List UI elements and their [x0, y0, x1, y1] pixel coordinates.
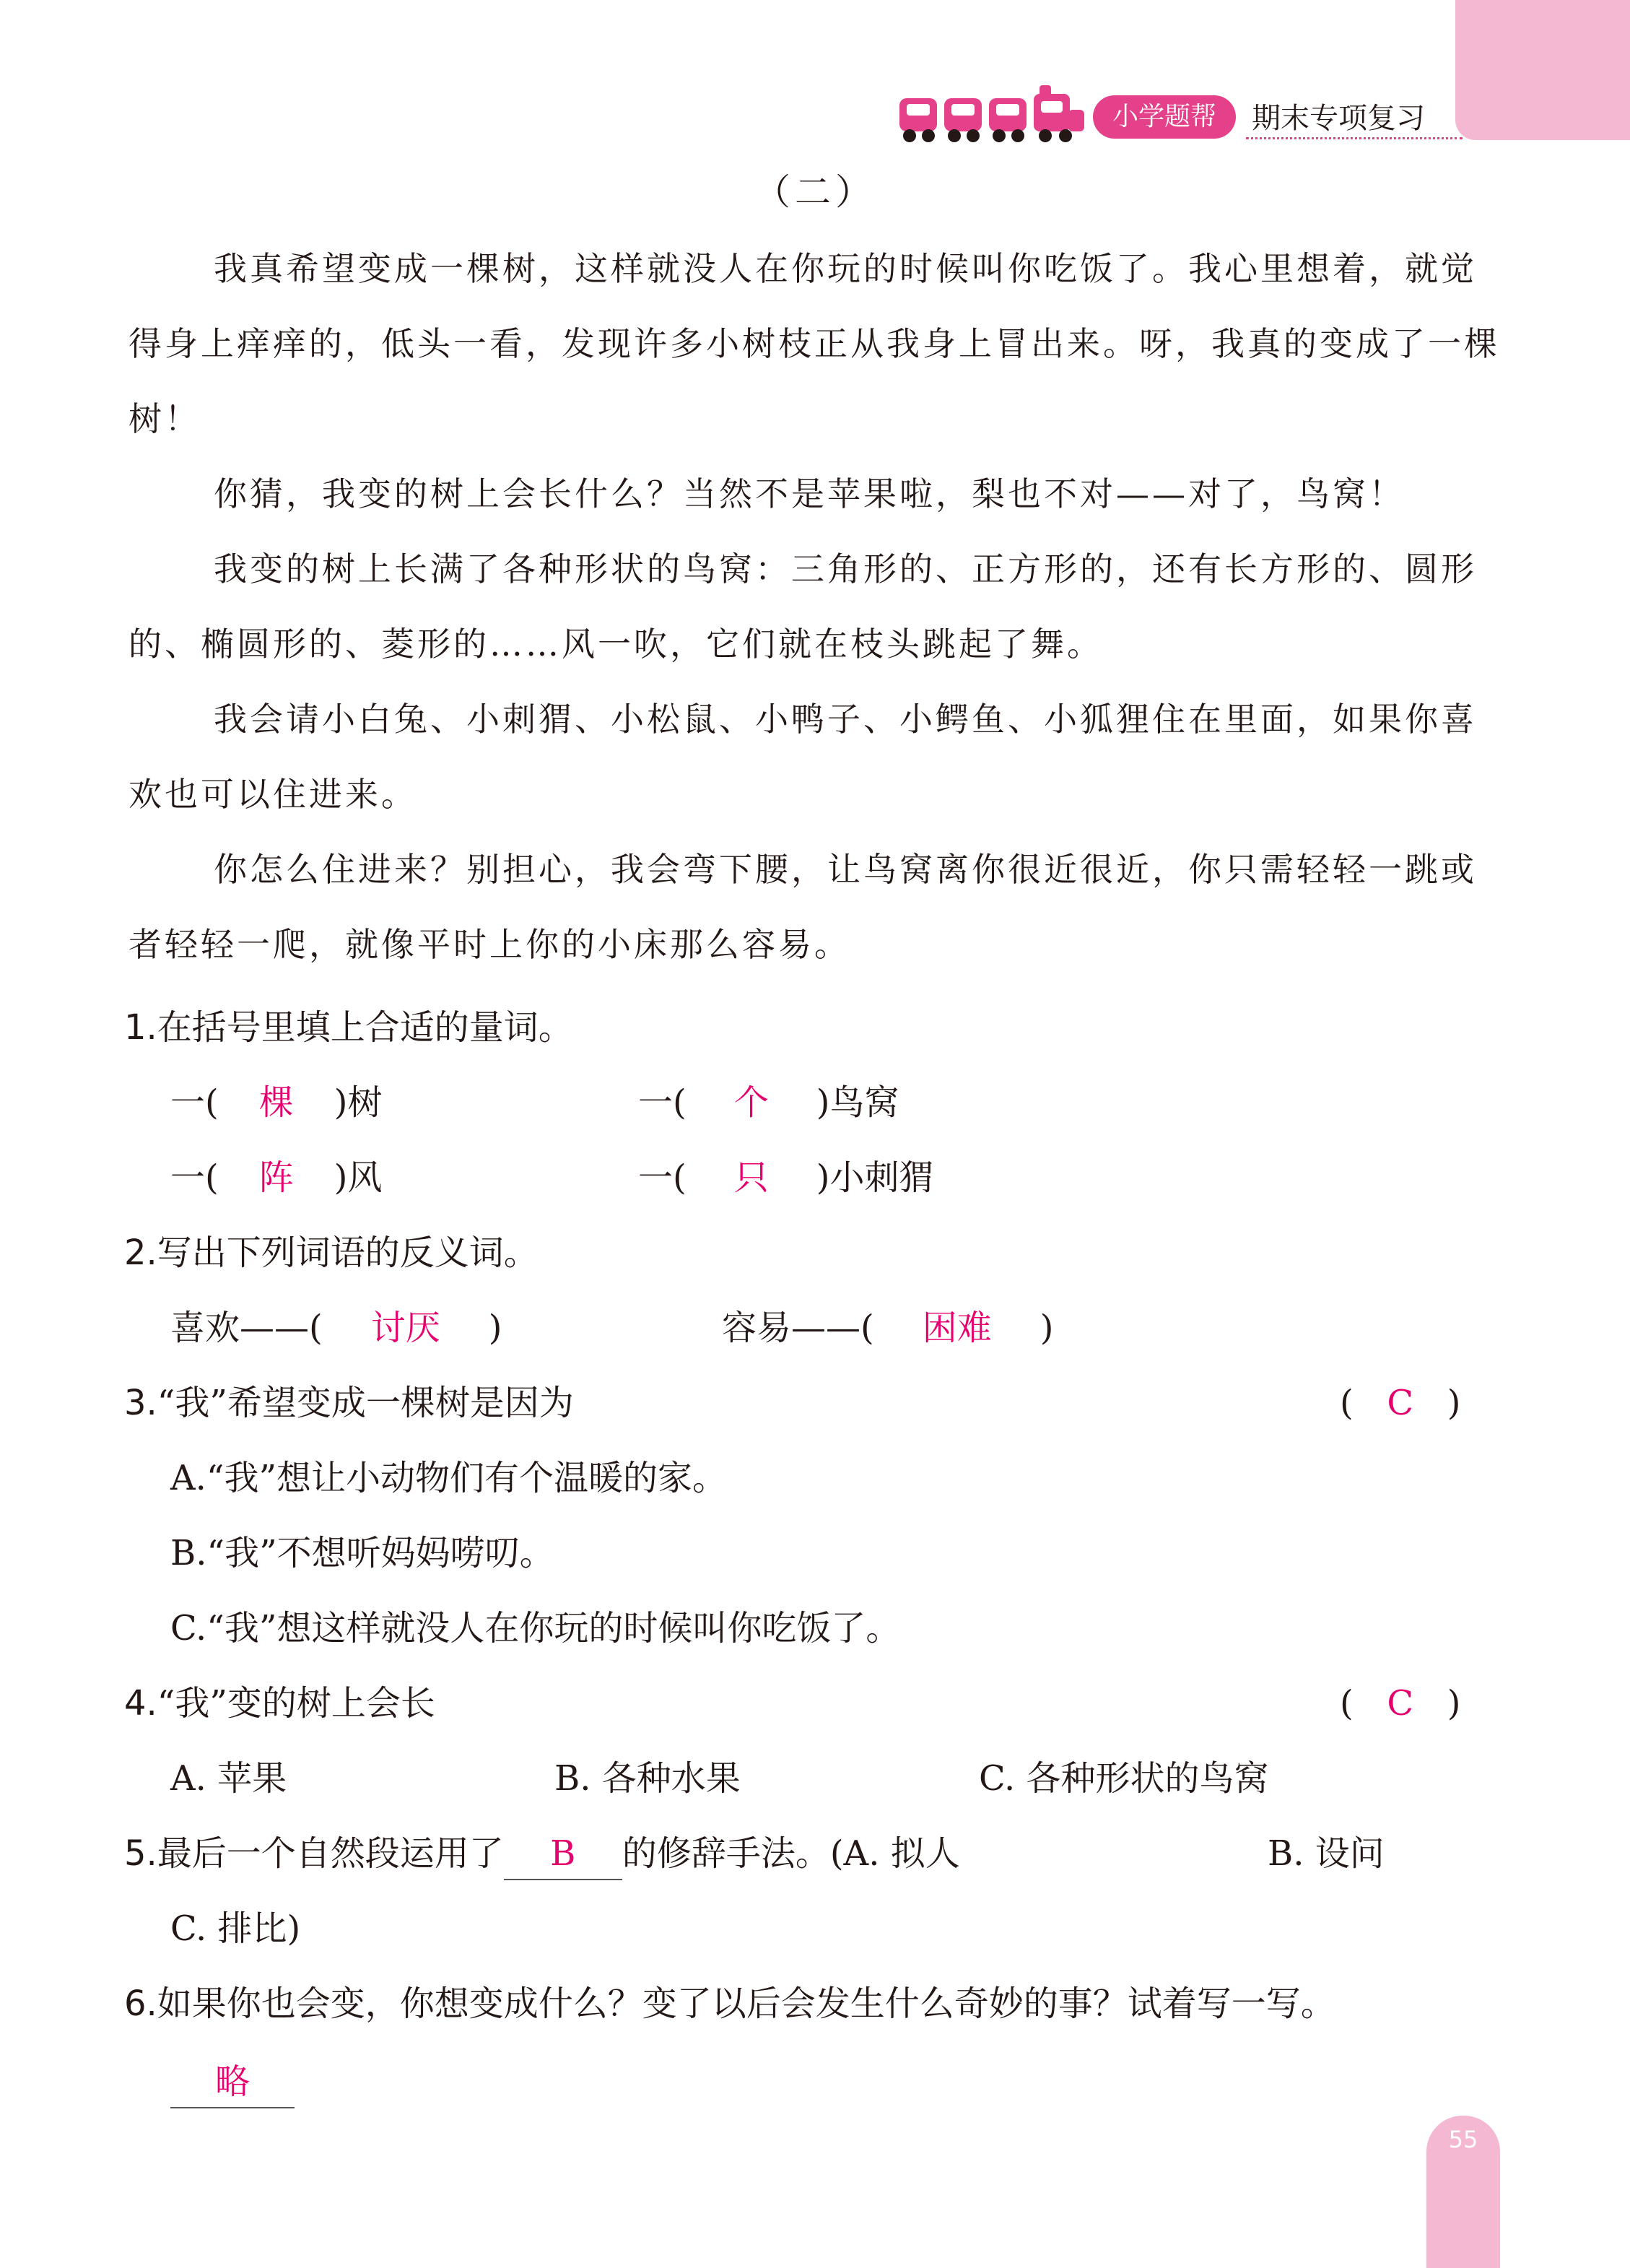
q2-item-1 [170, 1303, 502, 1353]
question-2 [124, 1228, 539, 1278]
item-suffix: )小刺猬 [816, 1157, 934, 1198]
answer-text: 讨厌 [370, 1308, 440, 1348]
item-suffix: )鸟窝 [816, 1082, 899, 1123]
q6-answer-line [170, 2056, 295, 2108]
question-3 [124, 1378, 574, 1428]
brand-badge: 小学题帮 [1093, 95, 1236, 139]
answer-text: C [1387, 1683, 1414, 1724]
question-1 [124, 1002, 573, 1053]
q1-item-1 [170, 1077, 382, 1128]
question-stem-after: 的修辞手法。(A. 拟人 [622, 1833, 960, 1874]
q4-option-c: C. 各种形状的鸟窝 [979, 1758, 1269, 1799]
bracket-close: ) [1447, 1383, 1461, 1423]
header-title: 期末专项复习 [1252, 102, 1425, 135]
question-5 [124, 1828, 960, 1880]
q4-option-b: B. 各种水果 [554, 1758, 741, 1799]
passage-paragraph-5: 你怎么住进来？别担心，我会弯下腰，让鸟窝离你很近很近，你只需轻轻一跳或者轻轻一爬，就像平时上你的小床那么容易。 [128, 850, 1477, 964]
question-4 [124, 1678, 435, 1729]
corner-tab [1455, 0, 1630, 140]
q1-item-2 [638, 1077, 899, 1128]
item-prefix: 一( [638, 1157, 687, 1198]
answer-text: 略 [170, 2056, 295, 2108]
passage-paragraph-1: 我真希望变成一棵树，这样就没人在你玩的时候叫你吃饭了。我心里想着，就觉得身上痒痒的，低头一看，发现许多小树枝正从我身上冒出来。呀，我真的变成了一棵树！ [128, 249, 1500, 438]
passage-paragraph-3: 我变的树上长满了各种形状的鸟窝：三角形的、正方形的，还有长方形的、圆形的、椭圆形的、菱形的……风一吹，它们就在枝头跳起了舞。 [128, 549, 1477, 664]
item-prefix: 一( [170, 1082, 219, 1123]
answer-bracket [1340, 1378, 1460, 1428]
answer-text: 棵 [258, 1082, 294, 1123]
q4-option-a: A. 苹果 [170, 1758, 287, 1799]
q2-item-2 [722, 1303, 1053, 1353]
train-icon [898, 85, 1087, 144]
question-number: 3. [124, 1383, 157, 1423]
item-close: ) [1040, 1308, 1054, 1348]
item-suffix: )风 [334, 1157, 383, 1198]
section-title: （二） [754, 171, 876, 213]
answer-text: C [1387, 1383, 1414, 1423]
q3-option-b: B.“我”不想听妈妈唠叨。 [170, 1533, 554, 1573]
item-suffix: )树 [334, 1082, 383, 1123]
question-stem: “我”希望变成一棵树是因为 [157, 1383, 574, 1423]
item-word: 容易——( [722, 1308, 874, 1348]
bracket-open: ( [1340, 1383, 1354, 1423]
answer-text: 个 [733, 1082, 769, 1123]
bracket-close: ) [1447, 1683, 1461, 1724]
q3-option-c: C.“我”想这样就没人在你玩的时候叫你吃饭了。 [170, 1608, 901, 1648]
question-number: 4. [124, 1683, 157, 1724]
answer-text: 困难 [922, 1308, 992, 1348]
q1-item-3 [170, 1152, 382, 1203]
answer-text: 只 [733, 1157, 769, 1198]
passage-paragraph-4: 我会请小白兔、小刺猬、小松鼠、小鸭子、小鳄鱼、小狐狸住在里面，如果你喜欢也可以住进来。 [128, 700, 1477, 814]
item-prefix: 一( [170, 1157, 219, 1198]
item-close: ) [488, 1308, 502, 1348]
question-number: 2. [124, 1233, 157, 1273]
q5-option-c: C. 排比) [170, 1908, 301, 1949]
question-stem: “我”变的树上会长 [157, 1683, 435, 1724]
answer-text: 阵 [258, 1157, 294, 1198]
item-word: 喜欢——( [170, 1308, 323, 1348]
q3-option-a: A.“我”想让小动物们有个温暖的家。 [170, 1458, 728, 1498]
question-6 [124, 1978, 1335, 2029]
answer-bracket [1340, 1678, 1460, 1729]
question-stem-before: 最后一个自然段运用了 [157, 1833, 504, 1874]
q5-option-b: B. 设问 [1268, 1833, 1385, 1874]
answer-text: B [504, 1828, 622, 1880]
bracket-open: ( [1340, 1683, 1354, 1724]
question-stem: 如果你也会变，你想变成什么？变了以后会发生什么奇妙的事？试着写一写。 [157, 1984, 1335, 2024]
page-number: 55 [1448, 2126, 1478, 2153]
question-stem: 写出下列词语的反义词。 [157, 1233, 539, 1273]
question-number: 5. [124, 1833, 157, 1874]
question-number: 1. [124, 1007, 157, 1048]
q1-item-4 [638, 1152, 933, 1203]
passage-paragraph-2: 你猜，我变的树上会长什么？当然不是苹果啦，梨也不对——对了，鸟窝！ [214, 474, 1405, 513]
question-number: 6. [124, 1984, 157, 2024]
header-divider [1246, 137, 1463, 139]
item-prefix: 一( [638, 1082, 687, 1123]
question-stem: 在括号里填上合适的量词。 [157, 1007, 573, 1048]
